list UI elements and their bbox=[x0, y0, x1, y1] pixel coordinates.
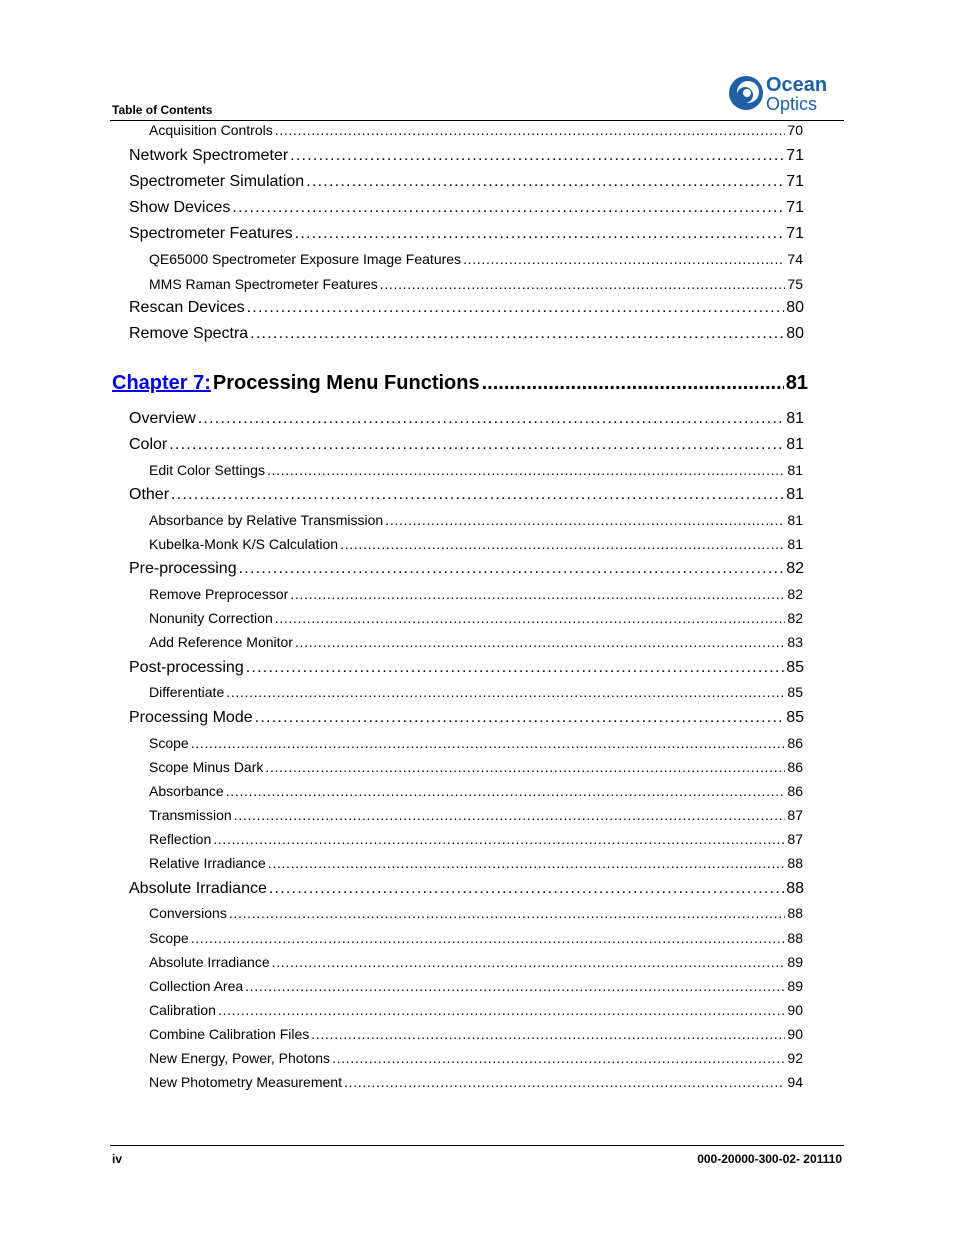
toc-entry-page-number: 81 bbox=[786, 486, 804, 503]
toc-entry[interactable] bbox=[149, 276, 803, 292]
toc-entry-label: Overview bbox=[129, 410, 196, 427]
dot-leader bbox=[239, 560, 785, 578]
toc-entry-label: New Photometry Measurement bbox=[149, 1074, 342, 1090]
dot-leader bbox=[246, 659, 784, 677]
toc-entry-label: Absolute Irradiance bbox=[129, 880, 267, 897]
toc-entry-page-number: 90 bbox=[787, 1026, 803, 1042]
dot-leader bbox=[268, 855, 786, 871]
toc-entry-page-number: 80 bbox=[786, 299, 804, 316]
toc-entry-label: Transmission bbox=[149, 807, 232, 823]
toc-entry[interactable] bbox=[129, 436, 804, 454]
dot-leader bbox=[169, 436, 784, 454]
toc-entry[interactable] bbox=[129, 299, 804, 317]
dot-leader bbox=[226, 684, 785, 700]
ocean-optics-logo bbox=[726, 70, 846, 116]
toc-entry-page-number: 82 bbox=[786, 560, 804, 577]
dot-leader bbox=[269, 880, 784, 898]
toc-entry[interactable] bbox=[149, 807, 803, 823]
dot-leader bbox=[290, 147, 784, 165]
toc-entry[interactable] bbox=[129, 147, 804, 165]
toc-entry[interactable] bbox=[149, 855, 803, 871]
dot-leader bbox=[250, 325, 784, 343]
toc-entry[interactable] bbox=[149, 251, 803, 267]
toc-entry-page-number: 70 bbox=[787, 122, 803, 138]
footer-rule bbox=[110, 1145, 844, 1146]
toc-entry-label: Acquisition Controls bbox=[149, 122, 273, 138]
toc-entry-label: Add Reference Monitor bbox=[149, 634, 293, 650]
dot-leader bbox=[290, 586, 785, 602]
dot-leader bbox=[275, 610, 786, 626]
toc-entry-page-number: 86 bbox=[787, 759, 803, 775]
toc-entry[interactable] bbox=[129, 880, 804, 898]
toc-entry-page-number: 85 bbox=[786, 709, 804, 726]
dot-leader bbox=[306, 173, 784, 191]
toc-entry[interactable] bbox=[149, 634, 803, 650]
toc-entry-label: Scope bbox=[149, 735, 189, 751]
toc-entry-page-number: 71 bbox=[786, 199, 804, 216]
toc-entry-page-number: 71 bbox=[786, 173, 804, 190]
toc-entry-label: Absorbance bbox=[149, 783, 224, 799]
svg-text:Optics: Optics bbox=[766, 94, 818, 114]
toc-entry[interactable] bbox=[149, 978, 803, 994]
toc-entry-page-number: 88 bbox=[787, 930, 803, 946]
toc-entry[interactable] bbox=[149, 954, 803, 970]
toc-entry-page-number: 81 bbox=[787, 462, 803, 478]
dot-leader bbox=[482, 372, 784, 395]
toc-entry-page-number: 82 bbox=[787, 610, 803, 626]
dot-leader bbox=[463, 251, 785, 267]
toc-entry[interactable] bbox=[149, 684, 803, 700]
toc-entry-label: Edit Color Settings bbox=[149, 462, 265, 478]
toc-entry-label: Absolute Irradiance bbox=[149, 954, 270, 970]
toc-entry[interactable] bbox=[129, 325, 804, 343]
toc-entry-page-number: 88 bbox=[786, 880, 804, 897]
toc-entry-page-number: 83 bbox=[787, 634, 803, 650]
toc-entry-label: Relative Irradiance bbox=[149, 855, 266, 871]
toc-entry[interactable] bbox=[129, 410, 804, 428]
dot-leader bbox=[218, 1002, 785, 1018]
toc-entry[interactable] bbox=[149, 1002, 803, 1018]
toc-entry-label: Reflection bbox=[149, 831, 212, 847]
toc-entry-label: QE65000 Spectrometer Exposure Image Features bbox=[149, 251, 462, 267]
dot-leader bbox=[295, 225, 785, 243]
toc-entry-label: Processing Mode bbox=[129, 709, 253, 726]
dot-leader bbox=[380, 276, 786, 292]
toc-entry[interactable] bbox=[149, 759, 803, 775]
toc-entry-label: Kubelka-Monk K/S Calculation bbox=[149, 536, 339, 552]
toc-entry[interactable] bbox=[129, 199, 804, 217]
toc-entry-label: Scope bbox=[149, 930, 189, 946]
toc-entry[interactable] bbox=[149, 1074, 803, 1090]
toc-entry-page-number: 75 bbox=[787, 276, 803, 292]
toc-entry-page-number: 90 bbox=[787, 1002, 803, 1018]
toc-entry-page-number: 85 bbox=[786, 659, 804, 676]
toc-entry-label: Spectrometer Features bbox=[129, 225, 293, 242]
dot-leader bbox=[295, 634, 785, 650]
toc-entry-page-number: 81 bbox=[787, 512, 803, 528]
toc-entry[interactable] bbox=[149, 735, 803, 751]
dot-leader bbox=[171, 486, 784, 504]
dot-leader bbox=[247, 299, 785, 317]
dot-leader bbox=[191, 735, 786, 751]
toc-entry[interactable] bbox=[149, 536, 803, 552]
toc-entry-label: Differentiate bbox=[149, 684, 225, 700]
toc-entry[interactable] bbox=[149, 610, 803, 626]
toc-entry[interactable] bbox=[129, 225, 804, 243]
dot-leader bbox=[226, 783, 786, 799]
toc-entry-page-number: 81 bbox=[786, 410, 804, 427]
dot-leader bbox=[385, 512, 785, 528]
toc-entry-label: Post-processing bbox=[129, 659, 244, 676]
toc-entry-page-number: 81 bbox=[786, 436, 804, 453]
toc-entry-page-number: 87 bbox=[787, 807, 803, 823]
toc-entry[interactable] bbox=[149, 586, 803, 602]
toc-entry-page-number: 71 bbox=[786, 147, 804, 164]
toc-entry-label: Other bbox=[129, 486, 170, 503]
toc-entry[interactable] bbox=[149, 831, 803, 847]
footer-page-number: iv bbox=[112, 1152, 123, 1166]
dot-leader bbox=[332, 1050, 785, 1066]
toc-entry[interactable] bbox=[149, 905, 803, 921]
chapter-title: Processing Menu Functions bbox=[212, 372, 480, 394]
toc-entry-page-number: 71 bbox=[786, 225, 804, 242]
dot-leader bbox=[245, 978, 785, 994]
toc-entry-page-number: 81 bbox=[787, 536, 803, 552]
toc-entry[interactable] bbox=[129, 560, 804, 578]
dot-leader bbox=[272, 954, 786, 970]
dot-leader bbox=[232, 199, 784, 217]
toc-entry-label: Remove Spectra bbox=[129, 325, 249, 342]
toc-entry-label: Remove Preprocessor bbox=[149, 586, 289, 602]
toc-entry-page-number: 74 bbox=[787, 251, 803, 267]
dot-leader bbox=[275, 122, 786, 138]
toc-entry-page-number: 88 bbox=[787, 905, 803, 921]
toc-entry[interactable] bbox=[129, 659, 804, 677]
toc-entry-page-number: 86 bbox=[787, 783, 803, 799]
dot-leader bbox=[213, 831, 785, 847]
toc-entry[interactable] bbox=[149, 122, 803, 138]
toc-entry-page-number: 87 bbox=[787, 831, 803, 847]
toc-entry-label: Spectrometer Simulation bbox=[129, 173, 305, 190]
toc-entry-label: Collection Area bbox=[149, 978, 244, 994]
toc-entry-page-number: 82 bbox=[787, 586, 803, 602]
dot-leader bbox=[267, 462, 785, 478]
toc-entry-page-number: 92 bbox=[787, 1050, 803, 1066]
toc-entry[interactable] bbox=[149, 512, 803, 528]
toc-entry[interactable] bbox=[149, 462, 803, 478]
toc-entry-label: Color bbox=[129, 436, 168, 453]
toc-entry-label: New Energy, Power, Photons bbox=[149, 1050, 331, 1066]
page-header-title: Table of Contents bbox=[112, 103, 213, 117]
dot-leader bbox=[229, 905, 786, 921]
chapter-heading[interactable] bbox=[112, 372, 808, 395]
toc-entry[interactable] bbox=[129, 709, 804, 727]
header-rule bbox=[110, 120, 844, 121]
svg-text:Ocean: Ocean bbox=[766, 74, 828, 96]
toc-entry-label: Show Devices bbox=[129, 199, 231, 216]
chapter-link[interactable]: Chapter 7: bbox=[112, 372, 211, 394]
toc-entry-label: Pre-processing bbox=[129, 560, 237, 577]
dot-leader bbox=[198, 410, 785, 428]
toc-entry-label: Conversions bbox=[149, 905, 227, 921]
toc-entry-label: Calibration bbox=[149, 1002, 216, 1018]
toc-entry[interactable] bbox=[129, 173, 804, 191]
toc-entry-label: Absorbance by Relative Transmission bbox=[149, 512, 384, 528]
dot-leader bbox=[191, 930, 786, 946]
toc-entry-page-number: 94 bbox=[787, 1074, 803, 1090]
toc-entry[interactable] bbox=[149, 930, 803, 946]
toc-entry-label: Scope Minus Dark bbox=[149, 759, 264, 775]
dot-leader bbox=[255, 709, 785, 727]
toc-entry[interactable] bbox=[149, 1026, 803, 1042]
footer-document-number: 000-20000-300-02- 201110 bbox=[697, 1152, 842, 1166]
dot-leader bbox=[265, 759, 785, 775]
toc-entry-label: MMS Raman Spectrometer Features bbox=[149, 276, 378, 292]
toc-entry-label: Network Spectrometer bbox=[129, 147, 289, 164]
toc-entry-page-number: 85 bbox=[787, 684, 803, 700]
toc-entry-page-number: 80 bbox=[786, 325, 804, 342]
toc-entry[interactable] bbox=[149, 783, 803, 799]
toc-entry-label: Rescan Devices bbox=[129, 299, 245, 316]
dot-leader bbox=[311, 1026, 785, 1042]
dot-leader bbox=[340, 536, 785, 552]
dot-leader bbox=[344, 1074, 785, 1090]
toc-entry-page-number: 88 bbox=[787, 855, 803, 871]
toc-entry-page-number: 89 bbox=[787, 978, 803, 994]
toc-entry[interactable] bbox=[129, 486, 804, 504]
toc-entry-page-number: 86 bbox=[787, 735, 803, 751]
toc-entry-label: Nonunity Correction bbox=[149, 610, 273, 626]
dot-leader bbox=[234, 807, 786, 823]
toc-entry[interactable] bbox=[149, 1050, 803, 1066]
chapter-page-number: 81 bbox=[785, 372, 808, 394]
toc-entry-label: Combine Calibration Files bbox=[149, 1026, 310, 1042]
toc-entry-page-number: 89 bbox=[787, 954, 803, 970]
